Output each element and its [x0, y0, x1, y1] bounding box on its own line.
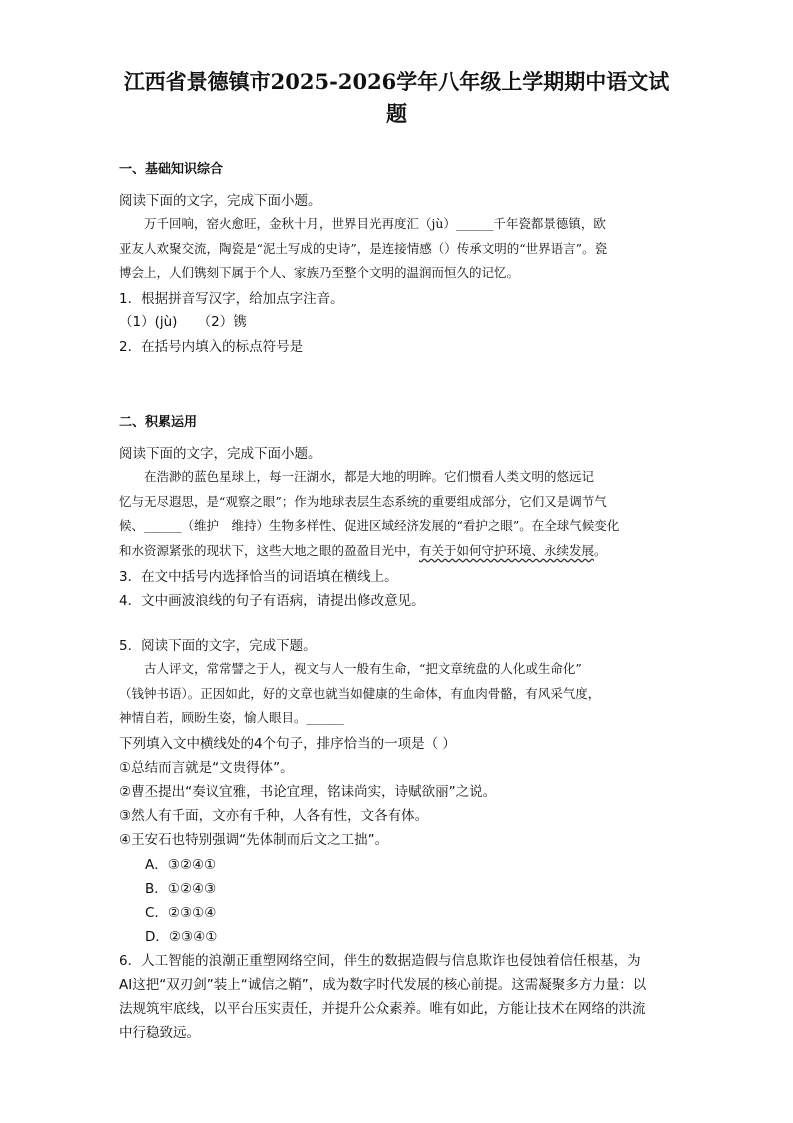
passage-line: 古人评文，常常譬之于人，视文与人一般有生命，“把文章统盘的人化或生命化” [119, 661, 582, 676]
question-2: 2．在括号内填入的标点符号是 [119, 339, 304, 355]
question-6-line: AI这把“双刃剑”装上“诚信之鞘”，成为数字时代发展的核心前提。这需凝聚多方力量：以 [119, 977, 647, 993]
section2-passage [119, 465, 619, 563]
section1-passage [119, 212, 607, 286]
passage-line: 候、______（维护 维持）生物多样性、促进区域经济发展的“看护之眼”。在全球气候变化 [119, 518, 620, 533]
passage-line [119, 539, 619, 564]
option-c[interactable]: C．②③①④ [145, 905, 217, 921]
passage-line: 在浩渺的蓝色星球上，每一汪湖水，都是大地的明眸。它们惯看人类文明的悠远记 [119, 469, 595, 484]
sentence-item: ①总结而言就是“文贵得体”。 [119, 760, 294, 776]
question-5-passage [119, 657, 600, 731]
question-4: 4．文中画波浪线的句子有语病，请提出修改意见。 [119, 593, 425, 609]
question-6-line: 中行稳致远。 [119, 1025, 200, 1041]
question-3: 3．在文中括号内选择恰当的词语填在横线上。 [119, 569, 398, 585]
question-5-stem: 5．阅读下面的文字，完成下题。 [119, 638, 317, 654]
section-heading-1: 一、基础知识综合 [119, 162, 224, 177]
passage-line: 亚友人欢聚交流，陶瓷是“泥土写成的史诗”，是连接情感（）传承文明的“世界语言”。瓷 [119, 240, 608, 256]
section2-intro: 阅读下面的文字，完成下面小题。 [119, 446, 322, 462]
sentence-item: ④王安石也特别强调“先体制而后文之工拙”。 [119, 832, 389, 848]
question-1-subitems: （1）(jù) （2）镌 [119, 314, 247, 330]
option-b[interactable]: B．①②④③ [145, 881, 217, 897]
passage-line: （钱钟书语）。正因如此，好的文章也就当如健康的生命体，有血肉骨骼，有风采气度， [119, 685, 601, 701]
question-1: 1．根据拼音写汉字，给加点字注音。 [119, 291, 344, 307]
title-line-2: 题 [386, 101, 407, 126]
option-a[interactable]: A．③②④① [145, 857, 217, 873]
passage-line: 神情自若，顾盼生姿，愉人眼目。______ [119, 710, 345, 725]
option-d[interactable]: D．②③④① [145, 929, 218, 945]
passage-line: 博会上，人们镌刻下属于个人、家族乃至整个文明的温润而恒久的记忆。 [119, 265, 520, 280]
passage-text: 。 [594, 542, 607, 558]
question-5-prompt: 下列填入文中横线处的4个句子，排序恰当的一项是（ ） [119, 736, 456, 752]
question-6-line: 6．人工智能的浪潮正重塑网络空间，伴生的数据造假与信息欺诈也侵蚀着信任根基，为 [119, 953, 641, 969]
section1-intro: 阅读下面的文字，完成下面小题。 [119, 193, 322, 209]
sentence-item: ②曹丕提出“奏议宜雅，书论宜理，铭诔尚实，诗赋欲丽”之说。 [119, 784, 497, 800]
passage-text: 和水资源紧张的现状下，这些大地之眼的盈盈目光中， [119, 542, 420, 558]
wavy-underlined-sentence: 有关于如何守护环境、永续发展 [419, 542, 595, 558]
passage-line: 万千回响，窑火愈旺，金秋十月，世界目光再度汇（jù）______千年瓷都景德镇，欧 [119, 216, 606, 231]
passage-line: 忆与无尽遐思，是“观察之眼”；作为地球表层生态系统的重要组成部分，它们又是调节气 [119, 493, 607, 509]
title-line-1: 江西省景德镇市2025-2026学年八年级上学期期中语文试 [123, 69, 670, 94]
exam-title [100, 66, 693, 130]
question-6-line: 法规筑牢底线，以平台压实责任，并提升公众素养。唯有如此，方能让技术在网络的洪流 [119, 1001, 646, 1017]
sentence-item: ③然人有千面，文亦有千种，人各有性，文各有体。 [119, 808, 429, 824]
section-heading-2: 二、积累运用 [119, 415, 198, 430]
